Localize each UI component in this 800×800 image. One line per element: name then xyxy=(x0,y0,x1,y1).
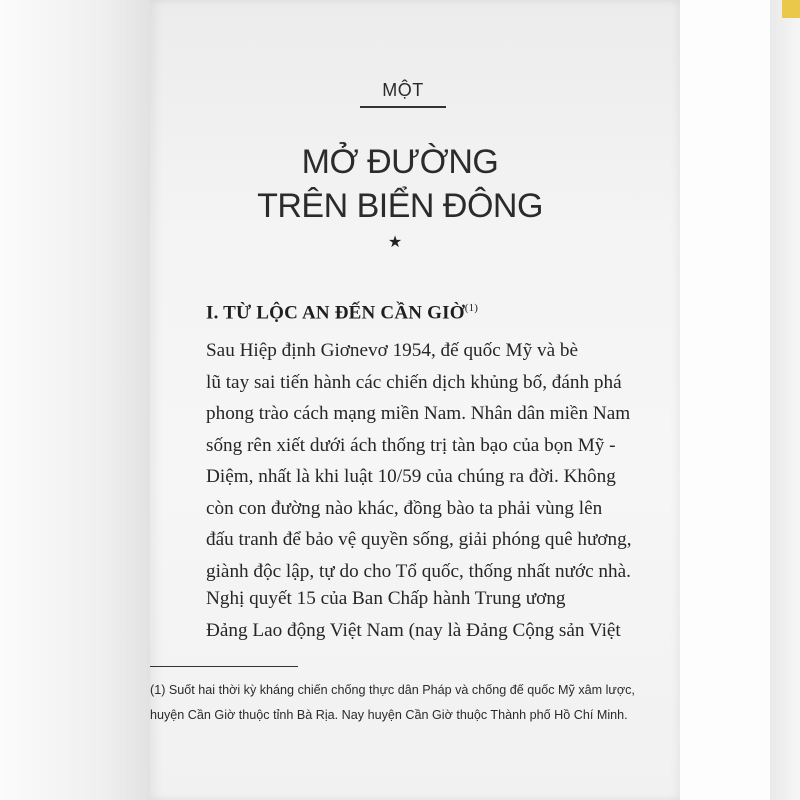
background-surface-left xyxy=(0,0,150,800)
chapter-title-line: TRÊN BIỂN ĐÔNG xyxy=(257,187,543,225)
book-page xyxy=(150,0,680,800)
corner-yellow-object xyxy=(782,0,800,18)
text-line: sống rên xiết dưới ách thống trị tàn bạo của bọn Mỹ - xyxy=(206,434,616,456)
paragraph-1 xyxy=(206,335,676,587)
chapter-title xyxy=(190,140,610,228)
footnote-divider xyxy=(150,666,298,667)
footnote-reference: (1) xyxy=(464,302,479,314)
text-line: lũ tay sai tiến hành các chiến dịch khủng bố, đánh phá xyxy=(206,371,622,393)
text-line: Sau Hiệp định Giơnevơ 1954, đế quốc Mỹ và bè xyxy=(206,340,579,361)
section-heading xyxy=(206,302,478,324)
section-heading-text: I. TỪ LỘC AN ĐẾN CẦN GIỜ xyxy=(206,302,465,324)
text-line: còn con đường nào khác, đồng bào ta phải vùng lên xyxy=(206,497,603,519)
paragraph-2 xyxy=(206,583,676,646)
text-line: Đảng Lao động Việt Nam (nay là Đảng Cộng sản Việt xyxy=(206,619,621,641)
text-line: giành độc lập, tự do cho Tổ quốc, thống nhất nước nhà. xyxy=(206,560,631,582)
background-surface-right xyxy=(770,0,800,800)
text-line: phong trào cách mạng miền Nam. Nhân dân miền Nam xyxy=(206,403,631,424)
star-ornament-icon: ★ xyxy=(387,232,403,251)
footnote-line: (1) Suốt hai thời kỳ kháng chiến chống thực dân Pháp và chống đế quốc Mỹ xâm lược, xyxy=(150,683,635,697)
text-line: Nghị quyết 15 của Ban Chấp hành Trung ương xyxy=(206,588,566,609)
text-line: Diệm, nhất là khi luật 10/59 của chúng ra đời. Không xyxy=(206,466,616,487)
chapter-number-underline xyxy=(360,106,446,108)
text-line: đấu tranh để bảo vệ quyền sống, giải phóng quê hương, xyxy=(206,529,632,550)
footnote-line: huyện Cần Giờ thuộc tỉnh Bà Rịa. Nay huyện Cần Giờ thuộc Thành phố Hồ Chí Minh. xyxy=(150,708,628,722)
chapter-number: MỘT xyxy=(382,80,424,100)
footnote xyxy=(150,678,690,728)
chapter-title-line: MỞ ĐƯỜNG xyxy=(301,143,499,181)
